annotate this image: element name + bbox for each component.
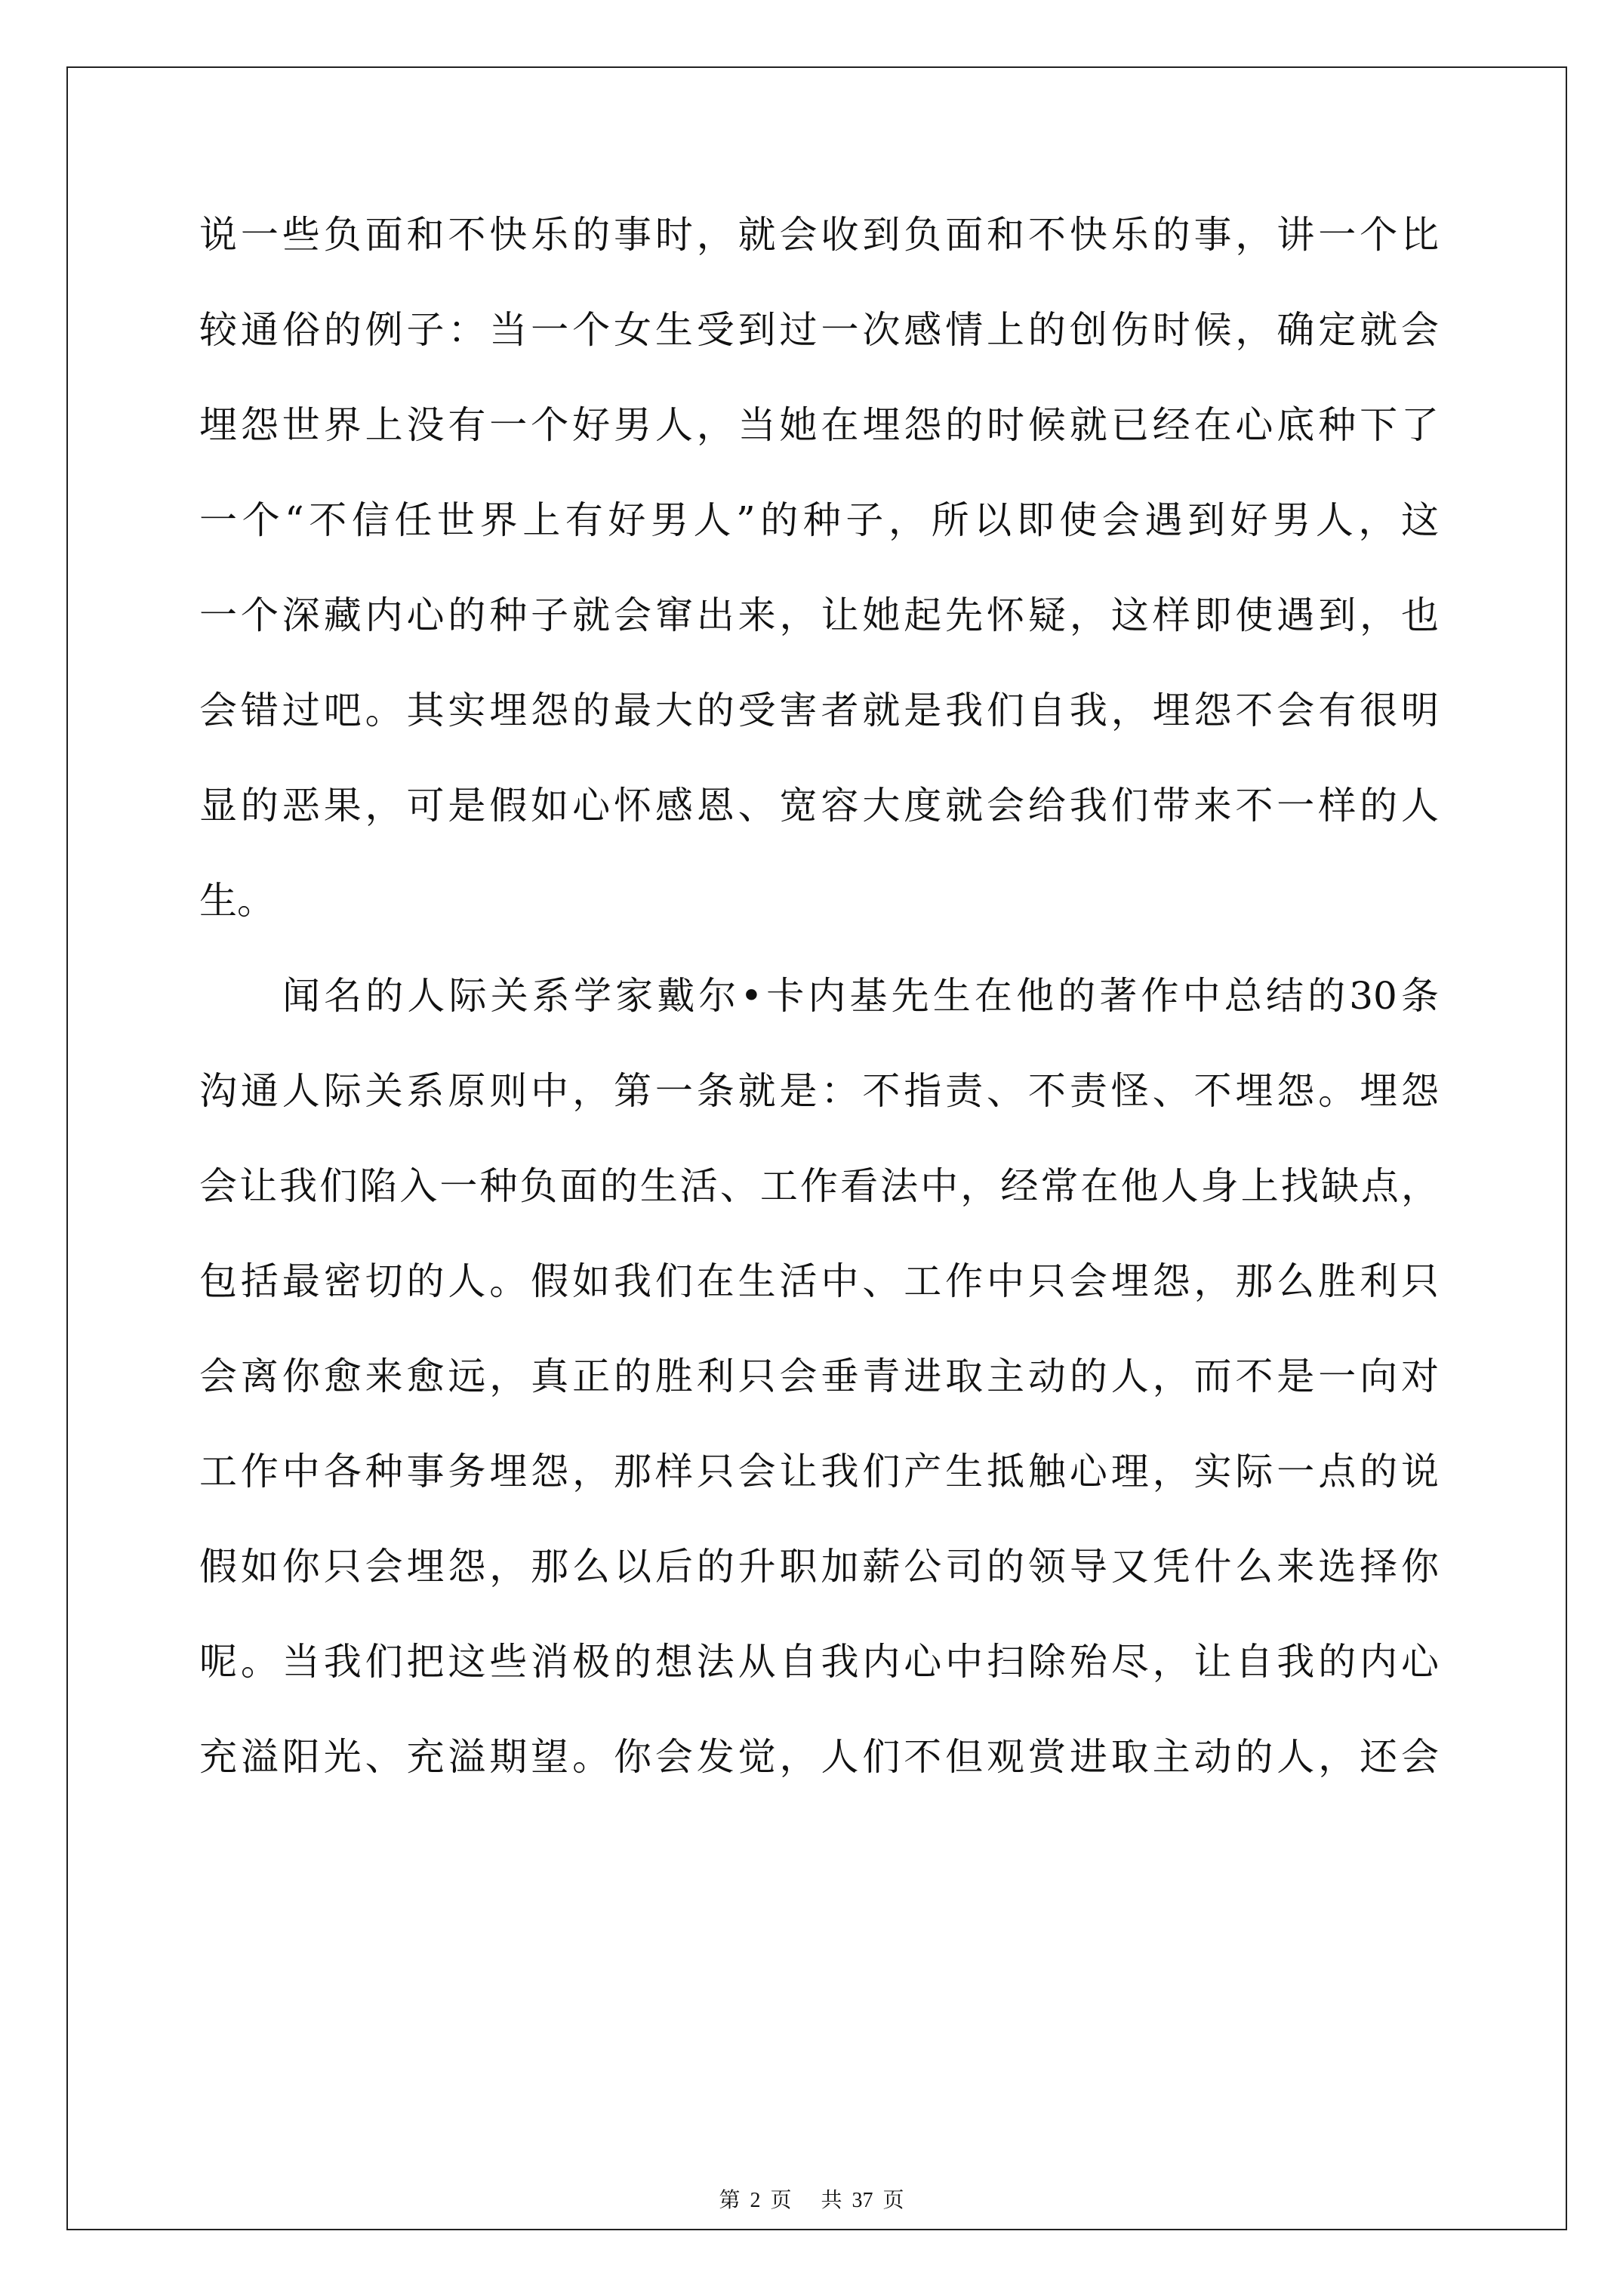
page-number: 第 2 页 [719,2189,792,2212]
text-line: 会离你愈来愈远，真正的胜利只会垂青进取主动的人，而不是一向对 [199,1354,1439,1398]
text-line: 较通俗的例子：当一个女生受到过一次感情上的创伤时候，确定就会 [199,308,1439,352]
page-footer [0,2184,1623,2214]
document-body [199,211,1439,1829]
text-line: 一个“不信任世界上有好男人”的种子，所以即使会遇到好男人，这 [199,498,1439,542]
text-line: 包括最密切的人。假如我们在生活中、工作中只会埋怨，那么胜利只 [199,1259,1439,1303]
text-line: 说一些负面和不快乐的事时，就会收到负面和不快乐的事，讲一个比 [199,213,1439,257]
text-line: 工作中各种事务埋怨，那样只会让我们产生抵触心理，实际一点的说 [199,1450,1439,1493]
text-line: 沟通人际关系原则中，第一条就是：不指责、不责怪、不埋怨。埋怨 [199,1069,1439,1113]
text-line: 充溢阳光、充溢期望。你会发觉，人们不但观赏进取主动的人，还会 [199,1735,1439,1779]
text-line: 埋怨世界上没有一个好男人，当她在埋怨的时候就已经在心底种下了 [199,403,1439,447]
text-line: 生。 [199,879,275,923]
page-total: 共 37 页 [821,2189,904,2212]
text-line: 会让我们陷入一种负面的生活、工作看法中，经常在他人身上找缺点， [199,1164,1439,1208]
text-line: 呢。当我们把这些消极的想法从自我内心中扫除殆尽，让自我的内心 [199,1640,1439,1684]
text-line: 假如你只会埋怨，那么以后的升职加薪公司的领导又凭什么来选择你 [199,1545,1439,1589]
text-line: 会错过吧。其实埋怨的最大的受害者就是我们自我，埋怨不会有很明 [199,689,1439,732]
text-line: 一个深藏内心的种子就会窜出来，让她起先怀疑，这样即使遇到，也 [199,593,1439,637]
text-line: 显的恶果，可是假如心怀感恩、宽容大度就会给我们带来不一样的人 [199,784,1439,827]
paragraph-first-line: 闻名的人际关系学家戴尔•卡内基先生在他的著作中总结的30条 [282,974,1439,1018]
